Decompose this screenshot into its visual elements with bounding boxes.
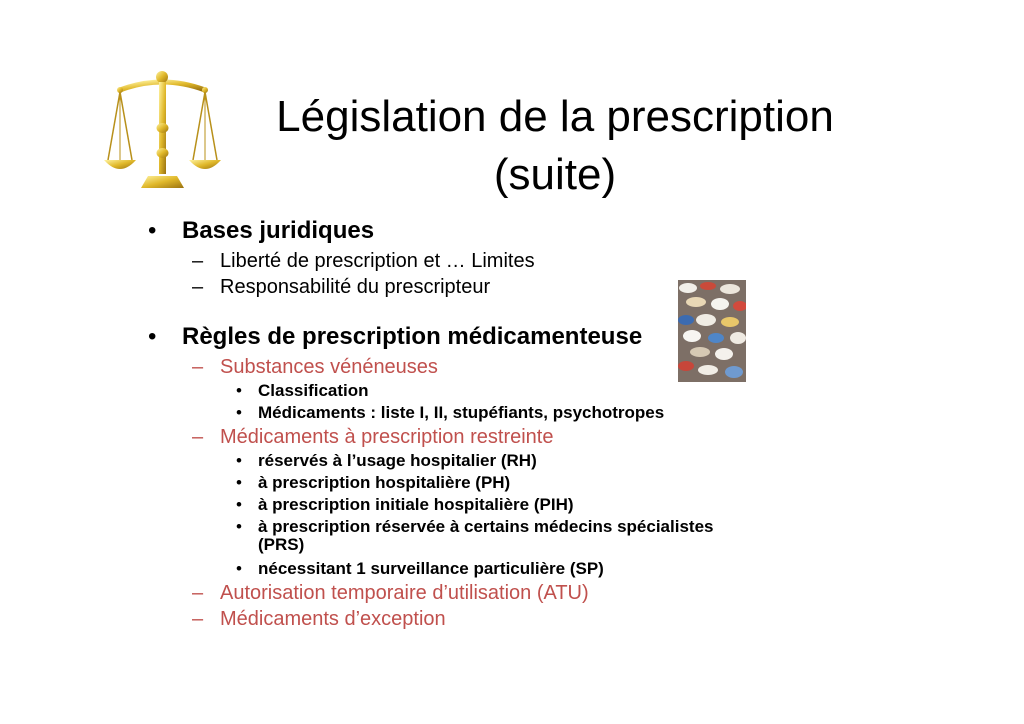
- bullet-icon: •: [236, 451, 242, 470]
- list-item: [148, 606, 788, 632]
- sub-item-text: nécessitant 1 surveillance particulière (SP): [258, 559, 604, 578]
- list-item-text: Responsabilité du prescripteur: [220, 276, 491, 298]
- sub-item-text: Médicaments : liste I, II, stupéfiants, psychotropes: [258, 403, 665, 422]
- sub-item-text: à prescription hospitalière (PH): [258, 473, 511, 492]
- sub-item: [148, 516, 788, 558]
- list-item: [148, 424, 788, 450]
- bullet-icon: •: [148, 217, 157, 244]
- bullet-icon: •: [236, 381, 242, 400]
- title-line-1: Législation de la prescription: [276, 92, 834, 141]
- sub-item-text-continued: (PRS): [258, 535, 305, 554]
- sub-item-text: à prescription initiale hospitalière (PIH): [258, 495, 574, 514]
- section-heading: [148, 320, 788, 354]
- dash-icon: –: [192, 426, 204, 448]
- list-item-text: Médicaments d’exception: [220, 608, 446, 630]
- sub-item: [148, 402, 788, 424]
- list-item-text: Médicaments à prescription restreinte: [220, 426, 554, 448]
- dash-icon: –: [192, 250, 204, 272]
- section-heading-text: Règles de prescription médicamenteuse: [182, 323, 643, 350]
- title-line-2: (suite): [493, 150, 617, 199]
- list-item: [148, 580, 788, 606]
- section-heading: [148, 214, 788, 248]
- list-item: [148, 354, 788, 380]
- dash-icon: –: [192, 276, 204, 298]
- dash-icon: –: [192, 582, 204, 604]
- sub-item: [148, 450, 788, 472]
- list-item-text: Autorisation temporaire d’utilisation (ATU): [220, 582, 589, 604]
- section-heading-text: Bases juridiques: [182, 217, 375, 244]
- bullet-icon: •: [236, 559, 242, 578]
- bullet-icon: •: [148, 323, 157, 350]
- dash-icon: –: [192, 356, 204, 378]
- list-item-text: Substances vénéneuses: [220, 356, 438, 378]
- sub-item-text: Classification: [258, 381, 369, 400]
- bullet-icon: •: [236, 517, 242, 536]
- sub-item: [148, 380, 788, 402]
- list-item: [148, 248, 788, 274]
- sub-item: [148, 472, 788, 494]
- scales-of-justice-icon: [100, 68, 225, 196]
- list-item: [148, 274, 788, 300]
- bullet-icon: •: [236, 495, 242, 514]
- list-item-text: Liberté de prescription et … Limites: [220, 250, 535, 272]
- sub-item-text: à prescription réservée à certains médecins spécialistes: [258, 517, 714, 536]
- bullet-icon: •: [236, 473, 242, 492]
- slide-body: [148, 214, 788, 632]
- dash-icon: –: [192, 608, 204, 630]
- sub-item: [148, 494, 788, 516]
- sub-item-text: réservés à l’usage hospitalier (RH): [258, 451, 537, 470]
- sub-item: [148, 558, 788, 580]
- bullet-icon: •: [236, 403, 242, 422]
- slide-title: [230, 88, 880, 204]
